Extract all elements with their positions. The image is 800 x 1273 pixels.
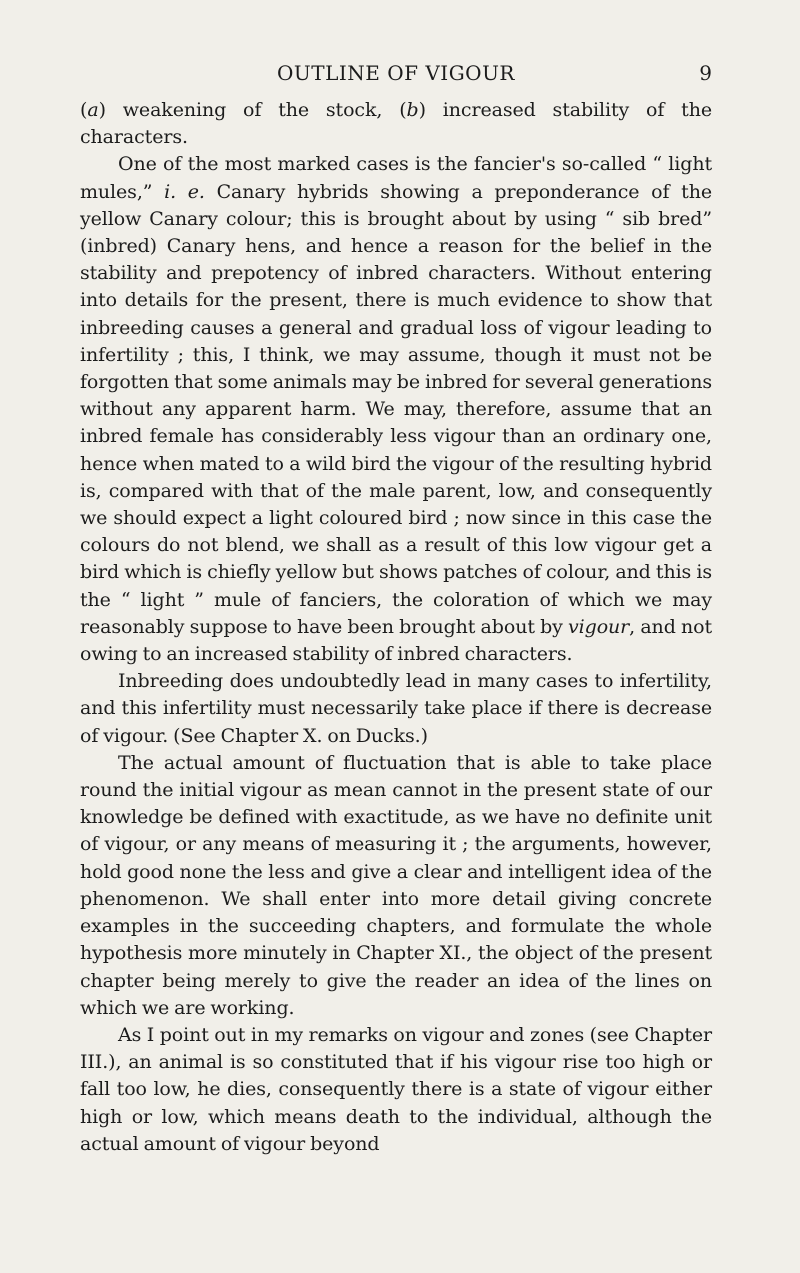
paragraph-fluctuation: The actual amount of fluctuation that is able to take place round the initial vigour as mean cannot in the present state of our knowledge be defined with exactitude, as we have no definite unit of vigour, or any means of measuring it ; the arguments, however, hold good none the less and give a clear and intelligent idea of the phenomenon. We shall enter into more detail giving concrete examples in the succeeding chapters, and formulate the whole hypothesis more minutely in Chapter XI., the object of the present chapter being merely to give the reader an idea of the lines on which we are working. (80, 751, 712, 1019)
text-segment: ( (80, 99, 88, 121)
italic-label-a: a (87, 99, 99, 121)
running-header (80, 58, 712, 88)
paragraph-zones: As I point out in my remarks on vigour and zones (see Chapter III.), an animal is so constituted that if his vigour rise too high or fall too low, he dies, consequently there is a state of vigour either high or low, which means death to the individual, although the actual amount of vigour beyond (80, 1023, 712, 1155)
text-segment: Canary hybrids showing a preponderance of the yellow Canary colour; this is brought about by using “ sib bred” (inbred) Canary hens, and hence a reason for the belief in the stability and prepotency of inbred characters. Without entering into details for the present, there is much evidence to show that inbreeding causes a general and gradual loss of vigour leading to infertility ; this, I think, we may assume, though it must not be forgotten that some animals may be inbred for several generations without any apparent harm. We may, therefore, assume that an inbred female has considerably less vigour than an ordinary one, hence when mated to a wild bird the vigour of the resulting hybrid is, compared with that of the male parent, low, and consequently we should expect a light coloured bird ; now since in this case the colours do not blend, we shall as a result of this low vigour get a bird which is chiefly yellow but shows patches of colour, and this is the “ light ” mule of fanciers, the coloration of which we may reasonably suppose to have been brought about by (80, 180, 712, 638)
text-segment: ) increased stability of the characters. (80, 99, 712, 149)
italic-label-b: b (406, 99, 419, 121)
text-segment: , and not owing to an increased stability of inbred characters. (80, 615, 712, 666)
italic-vigour: vigour (568, 615, 630, 638)
italic-ie: i. e. (164, 180, 205, 203)
running-title: OUTLINE OF VIGOUR (277, 61, 515, 85)
paragraph-continuation (80, 97, 712, 151)
paragraph-inbreeding: Inbreeding does undoubtedly lead in many cases to infertility, and this infertility must necessarily take place if there is decrease of vigour. (See Chapter X. on Ducks.) (80, 670, 712, 747)
paragraph-light-mules (80, 151, 712, 668)
text-segment: ) weakening of the stock, ( (98, 99, 407, 121)
page-number: 9 (699, 61, 712, 85)
body-text (80, 97, 712, 1158)
text-segment: One of the most marked cases is the fancier's so-called “ light mules,” (80, 153, 712, 203)
